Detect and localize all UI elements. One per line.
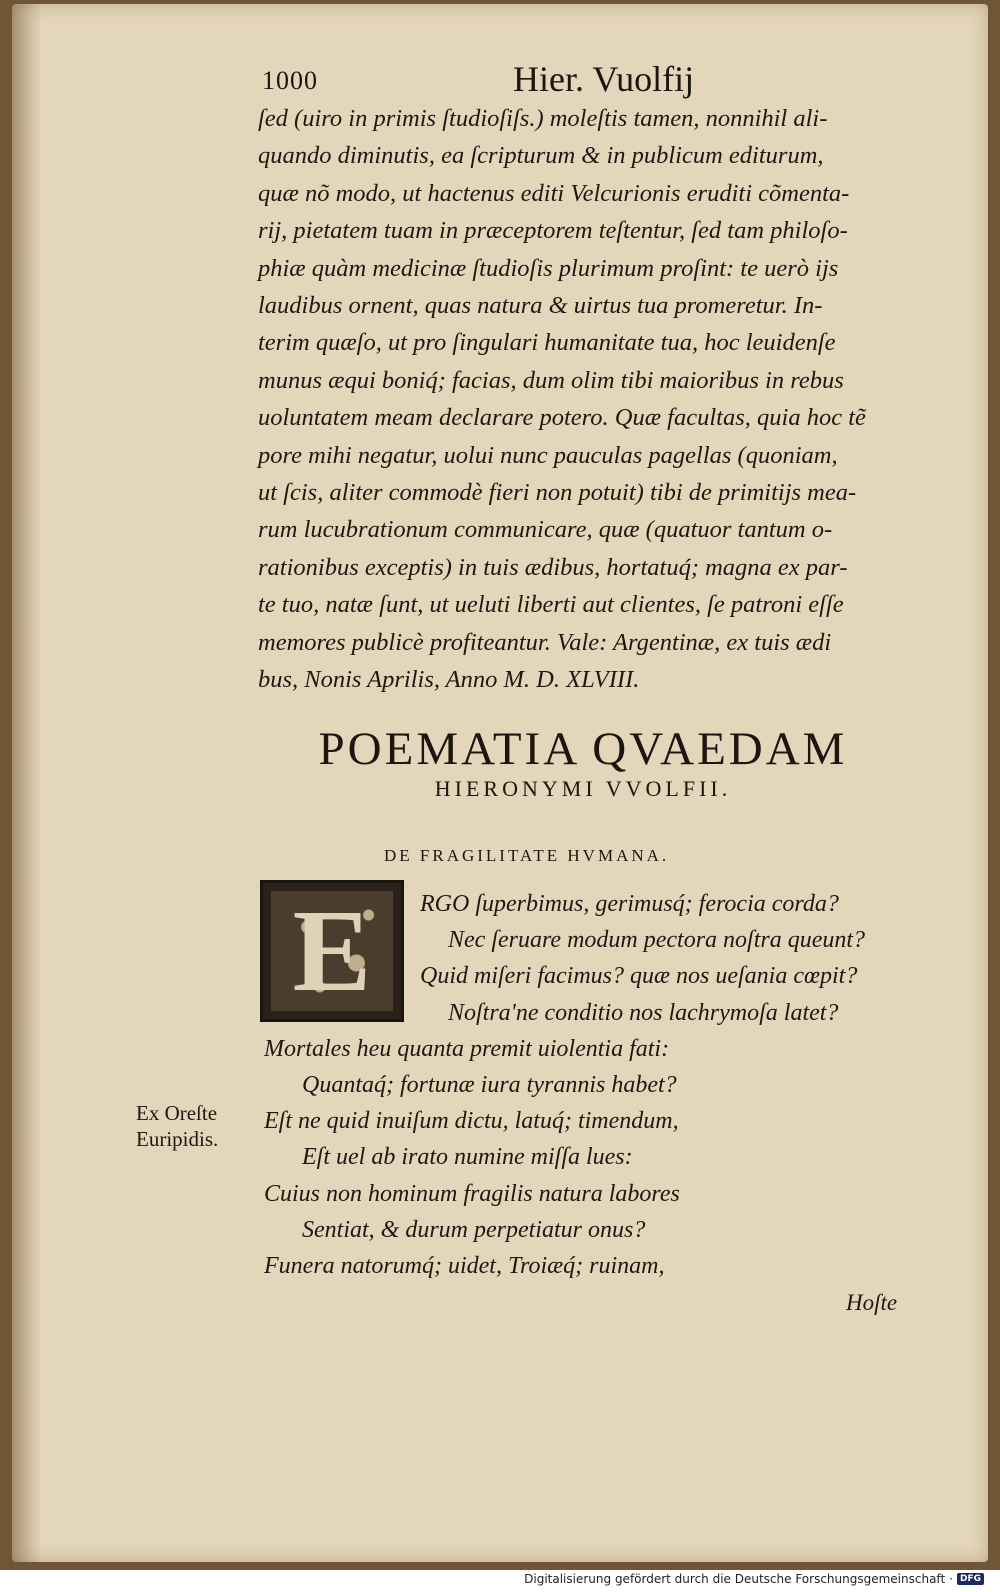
poem-line: Quantaq́; fortunæ iura tyrannis habet? xyxy=(302,1072,677,1099)
poem-line: Noſtra'ne conditio nos lachrymoſa latet? xyxy=(448,999,839,1026)
catchword: Hoſte xyxy=(846,1290,898,1315)
prose-line: phiæ quàm medicinæ ſtudioſis plurimum proſint: te uerò ijs xyxy=(258,254,839,282)
prose-line: uoluntatem meam declarare potero. Quæ facultas, quia hoc tẽ xyxy=(258,404,866,432)
prose-line: te tuo, natæ ſunt, ut ueluti liberti aut clientes, ſe patroni eſſe xyxy=(258,591,844,619)
poem-line: Sentiat, & durum perpetiatur onus? xyxy=(302,1216,646,1243)
footer-text: Digitalisierung gefördert durch die Deutsche Forschungsgemeinschaft xyxy=(524,1572,946,1586)
margin-note xyxy=(136,1100,218,1152)
page-number: 1000 xyxy=(262,66,318,95)
prose-line: rationibus exceptis) in tuis ædibus, hortatuq́; magna ex par- xyxy=(258,553,848,581)
prose-line: memores publicè profiteantur. Vale: Argentinæ, ex tuis ædi xyxy=(258,628,832,656)
page-gutter-shadow xyxy=(12,4,42,1562)
poem-line: Eſt uel ab irato numine miſſa lues: xyxy=(302,1144,633,1171)
poem-heading: DE FRAGILITATE HVMANA. xyxy=(384,846,670,865)
digitization-footer: Digitalisierung gefördert durch die Deutsche Forschungsgemeinschaft · DFG xyxy=(524,1572,984,1586)
poem-line: Eſt ne quid inuiſum dictu, latuq́; timendum, xyxy=(264,1108,679,1135)
poem-line: Nec ſeruare modum pectora noſtra queunt? xyxy=(448,927,866,954)
prose-line: munus æqui boniq́; facias, dum olim tibi maioribus in rebus xyxy=(258,366,844,394)
prose-line: terim quæſo, ut pro ſingulari humanitate tua, hoc leuidenſe xyxy=(258,329,836,357)
poem-collection-title: POEMATIA QVAEDAM xyxy=(318,723,848,775)
poem-line: Cuius non hominum fragilis natura labores xyxy=(264,1180,680,1207)
prose-block xyxy=(258,100,908,699)
poem-line: Mortales heu quanta premit uiolentia fati: xyxy=(264,1035,670,1062)
prose-line: rum lucubrationum communicare, quæ (quatuor tantum o- xyxy=(258,516,833,544)
prose-line: ſed (uiro in primis ſtudioſiſs.) moleſtis tamen, nonnihil ali- xyxy=(258,105,828,132)
margin-note-line: Euripidis. xyxy=(136,1127,219,1151)
prose-line: laudibus ornent, quas natura & uirtus tua promeretur. In- xyxy=(258,292,823,320)
prose-line: ut ſcis, aliter commodè fieri non potuit) tibi de primitijs mea- xyxy=(258,479,857,507)
author-subtitle: HIERONYMI VVOLFII. xyxy=(434,776,732,801)
poem-line: Funera natorumq́; uidet, Troiæq́; ruinam, xyxy=(264,1253,665,1280)
margin-note-line: Ex Oreſte xyxy=(136,1101,218,1125)
initial-letter: E xyxy=(292,885,372,1016)
running-title: Hier. Vuolfij xyxy=(513,59,695,99)
prose-line: bus, Nonis Aprilis, Anno M. D. XLVIII. xyxy=(258,666,640,694)
poem-block xyxy=(264,886,924,1284)
prose-line: rij, pietatem tuam in præceptorem teſtentur, ſed tam philoſo- xyxy=(258,217,848,245)
dfg-logo-icon: DFG xyxy=(957,1573,984,1585)
prose-line: pore mihi negatur, uolui nunc pauculas pagellas (quoniam, xyxy=(258,441,838,469)
poem-line: Quid miſeri facimus? quæ nos ueſania cœpit? xyxy=(420,963,858,990)
poem-line: RGO ſuperbimus, gerimusq́; ferocia corda? xyxy=(420,891,839,917)
prose-line: quæ nõ modo, ut hactenus editi Velcurionis eruditi cõmenta- xyxy=(258,179,850,207)
prose-line: quando diminutis, ea ſcripturum & in publicum editurum, xyxy=(258,142,824,170)
